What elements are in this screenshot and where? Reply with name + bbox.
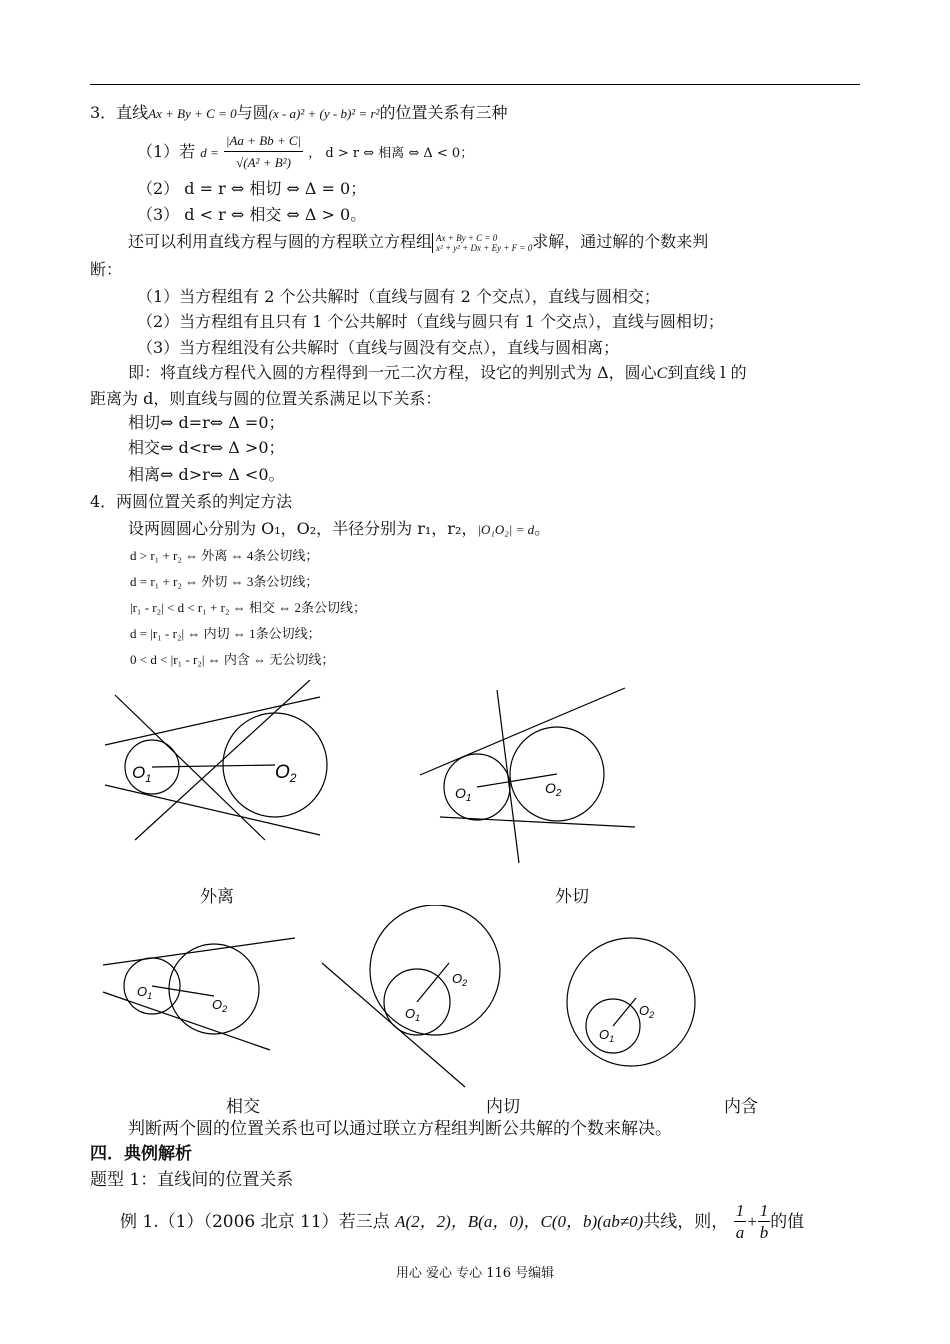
center-distance-eq: |O₁O₂| = d <box>477 522 535 537</box>
case-1 <box>137 130 473 176</box>
label-o2: $O_2$ <box>545 780 562 799</box>
condition-intersect: |r₁ - r₂| < d < r₁ + r₂ ⇔ 相交 ⇔ 2条公切线； <box>130 600 366 615</box>
condition-contained: 0 < d < |r₁ - r₂| ⇔ 内含 ⇔ 无公切线； <box>130 652 335 667</box>
section-4-intro <box>128 518 550 541</box>
solution-case-1: （1）当方程组有 2 个公共解时（直线与圆有 2 个交点），直线与圆相交； <box>137 287 660 306</box>
label-o1: $O_1$ <box>405 1006 421 1023</box>
section-four-heading: 四．典例解析 <box>90 1144 192 1164</box>
paragraph-system-b: 求解，通过解的个数来判 <box>532 232 709 251</box>
label-o1: $O_1$ <box>599 1027 615 1044</box>
solution-case-3: （3）当方程组没有公共解时（直线与圆没有交点），直线与圆相离； <box>137 338 620 357</box>
label-o1: $O_1$ <box>455 785 472 804</box>
paragraph-system-c: 断： <box>90 260 123 279</box>
paragraph-discriminant-a: 即：将直线方程代入圆的方程得到一元二次方程，设它的判别式为 Δ，圆心 <box>128 363 657 382</box>
case-1-d: d = <box>200 145 219 160</box>
label-o1: $O_1$ <box>132 763 152 785</box>
paragraph-judge: 判断两个圆的位置关系也可以通过联立方程组判断公共解的个数来解决。 <box>128 1119 672 1139</box>
circle-equation: (x - a)² + (y - b)² = r² <box>268 106 380 121</box>
example-1-intro: 例 1.（1）（2006 北京 11）若三点 <box>120 1212 390 1232</box>
system-eq-2: x² + y² + Dx + Ey + F = 0 <box>436 242 533 253</box>
frac-den-a: a <box>735 1223 745 1242</box>
figure-separate <box>100 680 340 850</box>
solution-case-2: （2）当方程组有且只有 1 个公共解时（直线与圆只有 1 个交点），直线与圆相切； <box>137 312 724 331</box>
condition-external-tangent: d = r₁ + r₂ ⇔ 外切 ⇔ 3条公切线； <box>130 574 319 589</box>
figure-intersect <box>95 930 305 1055</box>
relation-separate: 相离⇔ d>r⇔ Δ <0。 <box>128 465 285 484</box>
section-3-mid: 与圆 <box>236 103 269 122</box>
caption-external-tangent: 外切 <box>555 887 589 907</box>
label-o2: $O_2$ <box>212 997 228 1014</box>
caption-contained: 内含 <box>724 1097 758 1117</box>
caption-separate: 外离 <box>200 887 234 907</box>
distance-fraction <box>224 131 303 174</box>
condition-internal-tangent: d = |r₁ - r₂| ⇔ 内切 ⇔ 1条公切线； <box>130 626 321 641</box>
section-3-tail: 的位置关系有三种 <box>379 103 508 122</box>
condition-separate: d > r₁ + r₂ ⇔ 外离 ⇔ 4条公切线； <box>130 548 319 563</box>
section-4-intro-text: 设两圆圆心分别为 O₁，O₂，半径分别为 r₁，r₂， <box>128 519 478 538</box>
label-o2: $O_2$ <box>639 1003 655 1020</box>
frac-den-b: b <box>759 1223 769 1242</box>
paragraph-system <box>128 231 708 253</box>
caption-internal-tangent: 内切 <box>486 1097 520 1117</box>
case-1-label: （1）若 <box>137 142 196 161</box>
paragraph-system-a: 还可以利用直线方程与圆的方程联立方程组 <box>128 232 433 251</box>
header-rule <box>90 84 860 85</box>
label-o2: $O_2$ <box>275 762 297 785</box>
label-o1: $O_1$ <box>137 984 153 1001</box>
caption-intersect: 相交 <box>226 1097 260 1117</box>
paragraph-discriminant-b: 到直线 l 的 <box>667 363 747 382</box>
frac-num-2: 1 <box>759 1201 769 1220</box>
figure-external-tangent <box>415 680 635 865</box>
line-equation: Ax + By + C = 0 <box>148 106 237 121</box>
paragraph-discriminant-2: 距离为 d，则直线与圆的位置关系满足以下关系： <box>90 389 442 408</box>
paragraph-discriminant <box>128 362 747 385</box>
distance-numerator: |Aa + Bb + C| <box>224 131 303 152</box>
page-footer: 用心 爱心 专心 116 号编辑 <box>395 1266 555 1281</box>
section-4-intro-end: 。 <box>534 519 551 538</box>
frac-num-1: 1 <box>735 1201 745 1220</box>
example-1 <box>120 1200 804 1244</box>
plus-sign: + <box>746 1212 758 1231</box>
section-3-label: 3．直线 <box>90 103 149 122</box>
example-1-points: A(2，2)，B(a，0)，C(0，b)(ab≠0) <box>395 1212 644 1231</box>
equation-system <box>432 233 532 253</box>
center-c: C <box>656 365 668 382</box>
problem-type-1: 题型 1：直线间的位置关系 <box>90 1170 294 1190</box>
case-2: （2） d = r ⇔ 相切 ⇔ Δ = 0； <box>137 179 367 198</box>
fraction-1-over-a <box>734 1201 747 1244</box>
section-3-heading <box>90 102 507 125</box>
relation-intersect: 相交⇔ d<r⇔ Δ >0； <box>128 438 285 457</box>
system-eq-1: Ax + By + C = 0 <box>436 232 498 243</box>
figure-internal-tangent <box>320 905 520 1090</box>
section-4-heading: 4．两圆位置关系的判定方法 <box>90 492 293 511</box>
example-1-collinear: 共线，则， <box>643 1212 729 1232</box>
distance-denominator: √(A² + B²) <box>236 155 291 170</box>
example-1-end: 的值 <box>770 1212 805 1232</box>
relation-tangent: 相切⇔ d=r⇔ Δ =0； <box>128 413 285 432</box>
fraction-1-over-b <box>758 1201 771 1244</box>
case-1-rest: ， d > r ⇔ 相离 ⇔ Δ < 0； <box>308 146 474 161</box>
figure-contained <box>563 935 703 1075</box>
case-3: （3） d < r ⇔ 相交 ⇔ Δ > 0。 <box>137 205 367 224</box>
label-o2: $O_2$ <box>452 971 468 988</box>
